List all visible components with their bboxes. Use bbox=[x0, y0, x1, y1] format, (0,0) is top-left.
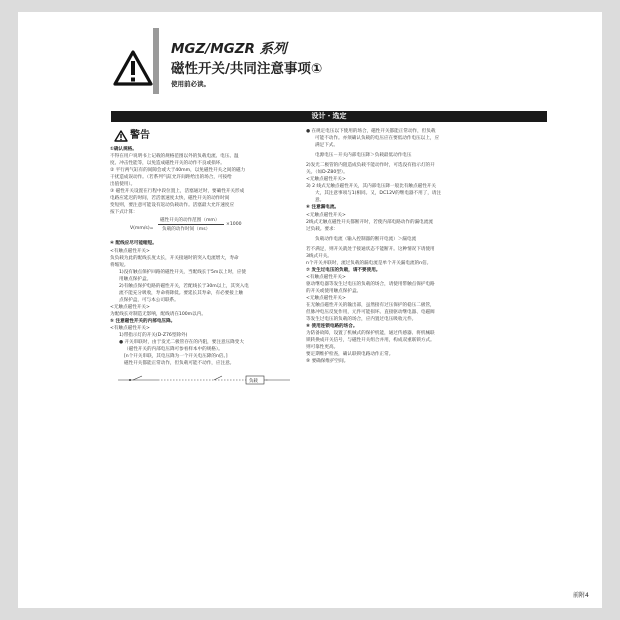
page-number: 前附4 bbox=[573, 592, 589, 599]
warning-small-icon bbox=[114, 130, 128, 142]
body-line: 2)发光二极管的内阻造成负载不能动作时，可选没有指示灯的开 bbox=[306, 163, 435, 169]
section-bar bbox=[111, 111, 547, 122]
page-title: 磁性开关/共同注意事项① bbox=[171, 61, 323, 77]
body-line: 但脉冲电压反复作用，元件可能损坏。直接驱动继电器、电磁阀 bbox=[306, 310, 435, 316]
body-line: 干扰造成误动作。（若系列气缸允许间距给出的场合，可按给 bbox=[110, 175, 232, 181]
speed-formula bbox=[130, 216, 302, 240]
body-line: 用触点保护盒。 bbox=[119, 276, 152, 282]
body-line: 锁转换成开关信号，与磁性开关组合并用，构成双重联锁方式。 bbox=[306, 338, 435, 344]
body-line: 可能不动作。亦须确认负载的电压应在要低动作电压以上，应 bbox=[315, 136, 440, 142]
circuit-diagram-icon bbox=[118, 371, 293, 389]
body-line: <无触点磁性开关> bbox=[110, 304, 150, 310]
body-line: [n个开关串联，其电压降为一个开关电压降的n倍。] bbox=[124, 354, 228, 360]
formula-numerator: 磁性开关的动作范围（mm） bbox=[160, 218, 220, 224]
body-line: 流不能充分吸收，寿命将降低。要延长其寿命，有必要接上触 bbox=[119, 290, 244, 296]
body-line: 若不满足，则开关就处于接通状态不能断开。这种情况下请使用 bbox=[306, 246, 435, 252]
body-line: <有触点磁性开关> bbox=[110, 326, 150, 332]
warning-triangle-icon bbox=[113, 50, 153, 86]
body-line: 等发生过电压的负载的场合，应内置过电压吸收元件。 bbox=[306, 317, 417, 323]
body-line: 大，其注意事项与1)相同。又，DC12V的继电器不用了，请注 bbox=[315, 191, 442, 197]
item-heading: ⑥ 注意漏电流。 bbox=[306, 205, 340, 211]
body-line: 点保护盒，可与本公司联系。 bbox=[119, 297, 179, 303]
formula-fraction-line bbox=[158, 224, 224, 225]
body-line: ⑨ 要确保维护空间。 bbox=[306, 359, 349, 365]
body-line: ② 平行两气缸有的间隙会或大于40mm，以免磁性开关之间的磁力 bbox=[110, 168, 246, 174]
item-heading: ⑧ 使用连锁电路的场合。 bbox=[306, 324, 358, 330]
body-line: 出值使用）。 bbox=[110, 182, 136, 188]
body-line: 的开关或使用触点保护盒。 bbox=[306, 288, 362, 294]
body-line: 意。 bbox=[315, 198, 325, 204]
body-line: 2线式无触点磁性开关都断开时，若使内部电路动作的漏电流流 bbox=[306, 219, 433, 225]
body-line: <无触点磁性开关> bbox=[306, 212, 346, 218]
body-line: 3) 2 线式无触点磁性开关，其内部电压降一般比有触点磁性开关 bbox=[306, 184, 436, 190]
body-line: （磁性开关的内部电压降可参看样本中的规格）。 bbox=[124, 347, 223, 353]
document-page bbox=[18, 12, 602, 608]
body-line: 在无触点磁性开关的输出部，虽然接有过压保护的稳压二极管， bbox=[306, 303, 435, 309]
body-line: 按下式计算： bbox=[110, 210, 138, 216]
body-line: 1)没有触点保护回路的磁性开关，当配线长于5m以上时，应使 bbox=[119, 269, 246, 275]
body-line: 电源电压－开关内部电压降＞负载最低动作电压 bbox=[315, 153, 412, 159]
body-line: <无触点磁性开关> bbox=[306, 296, 346, 302]
body-line: 3线式开关。 bbox=[306, 253, 332, 259]
left-column bbox=[110, 128, 302, 391]
body-line: 电路应延迟的时间，若活塞速度太快，磁性开关的动作时间 bbox=[110, 196, 230, 202]
section-label: 设计・选定 bbox=[311, 112, 347, 120]
series-circuit-diagram bbox=[110, 369, 302, 391]
body-line: 将缩短。 bbox=[110, 262, 129, 268]
circuit-load-label: 负载 bbox=[249, 379, 258, 385]
body-line: ● 开关串联时，由于发光二极管存在的内阻，要注意压降变大 bbox=[119, 340, 244, 346]
body-line: 负载动作电流（输入控制器的断开电流）＞漏电流 bbox=[315, 236, 417, 242]
body-line: 负负载为此的配线长度太长，开关接通时的突入电流增大，寿命 bbox=[110, 255, 239, 261]
item-heading: ⑦ 发生过电压的负载，请不要使用。 bbox=[306, 267, 381, 273]
body-line: ● 在规定电压以下使用的场合，磁性开关都能正常动作，但负载 bbox=[306, 129, 436, 134]
warning-heading-text: 警告 bbox=[130, 130, 150, 142]
body-line: <无触点磁性开关> bbox=[306, 177, 346, 183]
formula-lhs: V(mm/s)= bbox=[130, 226, 154, 232]
body-line: 为配线长对制造无影响，配线请在100m以内。 bbox=[110, 311, 206, 317]
body-line: 满足下式。 bbox=[315, 143, 338, 149]
body-line: ③ 磁性开关设置在行程中段位置上，活塞通过时，要确性开关形成 bbox=[110, 189, 245, 195]
body-line: 要定期维护检查，确认联锁电路动作正常。 bbox=[306, 352, 394, 358]
body-line: 磁性开关都能正常动作，但负载可能不动作，应注意。 bbox=[124, 361, 235, 367]
body-line: <有触点磁性开关> bbox=[110, 248, 150, 254]
body-line: 关。（如D-Z80型）。 bbox=[306, 170, 348, 176]
warning-heading bbox=[114, 128, 302, 144]
header-accent-bar bbox=[153, 28, 159, 94]
right-column bbox=[306, 128, 506, 366]
body-line: 度、冲击性能等，以免造成磁性开关的动作不良或损坏。 bbox=[110, 161, 225, 167]
body-line: 2)有触点保护电路的磁性开关，若配线长于30m以上，其突入电 bbox=[119, 283, 249, 289]
body-line: 1)带指示灯的开关(D-Z76型除外) bbox=[119, 333, 188, 339]
body-line: 过负载。要求： bbox=[306, 226, 339, 232]
item-heading: ⑤ 注意磁性开关的内部电压降。 bbox=[110, 318, 176, 324]
item-heading: ④ 配线应尽可能缩短。 bbox=[110, 241, 157, 247]
body-line: 变短则，要注意可能设有返动负载动作。活塞最大允许速度应 bbox=[110, 203, 235, 209]
item-heading: ①确认规格。 bbox=[110, 147, 137, 152]
formula-rhs: ×1000 bbox=[226, 222, 242, 228]
body-line: 不得在用户说明书上记载的规格范围以外的负载电流、电压、温 bbox=[110, 154, 239, 160]
body-line: 驱动继电器等发生过电压的负载的场合，请使用带触点保护电路 bbox=[306, 281, 435, 287]
body-line: n个开关并联时，流过负载的漏电流是单个开关漏电流的n倍。 bbox=[306, 260, 432, 266]
page-subtitle: 使用前必读。 bbox=[171, 80, 210, 88]
body-line: <有触点磁性开关> bbox=[306, 274, 346, 280]
formula-denominator: 负载的动作时间（ms） bbox=[162, 227, 211, 233]
body-line: 则可靠性更高。 bbox=[306, 345, 339, 351]
body-line: 为防备故障，设置了机械式的保护机能，通过传感器、将机械联 bbox=[306, 331, 435, 337]
series-title: MGZ/MGZR 系列 bbox=[171, 41, 287, 57]
